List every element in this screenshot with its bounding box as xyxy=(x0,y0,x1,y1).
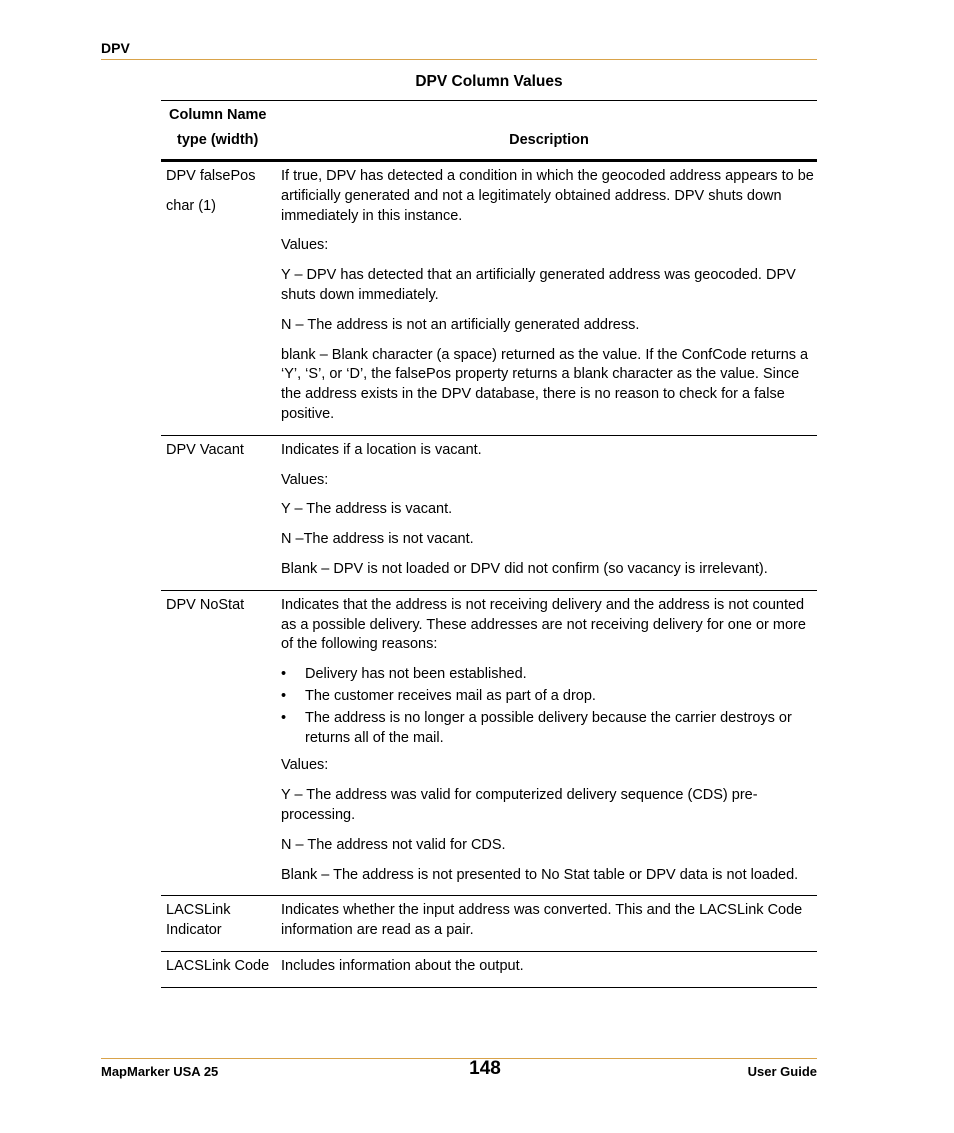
description-header: Description xyxy=(509,132,589,148)
page-number: 148 xyxy=(469,1058,501,1079)
description-text: Values: xyxy=(281,757,329,774)
table-title: DPV Column Values xyxy=(415,73,563,90)
description xyxy=(276,957,817,977)
table-row xyxy=(161,896,817,952)
bullet-icon: • xyxy=(281,709,287,726)
description-text: Includes information about the output. xyxy=(281,957,524,974)
description-text: Indicates that the address is not receiving delivery and the address is not counted as a possible delivery. These addresses are not receiving delivery for one or more of the following reasons: xyxy=(281,596,806,653)
description-text: Y – The address was valid for computerized delivery sequence (CDS) pre-processing. xyxy=(281,787,758,823)
header-rule xyxy=(101,59,817,60)
footer-product: MapMarker USA 25 xyxy=(101,1064,219,1079)
description-text: Values: xyxy=(281,237,329,254)
column-name: LACSLink Code xyxy=(166,957,270,974)
description-text: Y – The address is vacant. xyxy=(281,501,453,518)
list-item: • Delivery has not been established. xyxy=(281,665,817,685)
list-item: • The address is no longer a possible delivery because the carrier destroys or returns all of the mail. xyxy=(281,709,792,746)
column-name: DPV NoStat xyxy=(166,596,245,613)
table-row xyxy=(161,162,817,436)
table-header xyxy=(161,101,817,162)
description-text: If true, DPV has detected a condition in which the geocoded address appears to be artificially generated and not a legitimately obtained address. DPV shuts down immediately in this instance. xyxy=(281,168,814,224)
description-text: N –The address is not vacant. xyxy=(281,531,474,548)
table-row xyxy=(161,436,817,591)
description-text: Indicates if a location is vacant. xyxy=(281,441,482,458)
table-row xyxy=(161,591,817,897)
description-text: Y – DPV has detected that an artificially generated address was geocoded. DPV shuts down immediately. xyxy=(281,267,796,303)
description xyxy=(276,441,817,580)
description xyxy=(276,901,817,941)
description-text: Values: xyxy=(281,471,329,488)
column-name-header: Column Name xyxy=(169,107,267,123)
section-header: DPV xyxy=(101,40,130,56)
description-text: Blank – DPV is not loaded or DPV did not confirm (so vacancy is irrelevant). xyxy=(281,560,768,577)
footer-doc-title: User Guide xyxy=(747,1064,817,1079)
list-item: • The customer receives mail as part of a drop. xyxy=(281,687,817,707)
description-text: N – The address is not an artificially generated address. xyxy=(281,316,640,333)
bullet-icon: • xyxy=(281,666,287,683)
description-text: Indicates whether the input address was converted. This and the LACSLink Code information are read as a pair. xyxy=(281,902,803,939)
description-text: Blank – The address is not presented to No Stat table or DPV data is not loaded. xyxy=(281,866,799,883)
reason-list xyxy=(281,665,817,748)
description-text: N – The address not valid for CDS. xyxy=(281,836,506,853)
description xyxy=(276,596,817,886)
table-row xyxy=(161,952,817,988)
description xyxy=(276,167,817,425)
column-name: DPV Vacant xyxy=(166,441,244,458)
column-type: char (1) xyxy=(166,197,216,214)
type-width-header: type (width) xyxy=(177,132,259,148)
bullet-icon: • xyxy=(281,687,287,704)
dpv-column-table xyxy=(161,100,817,988)
column-name: DPV falsePos xyxy=(166,168,256,184)
description-text: blank – Blank character (a space) returned as the value. If the ConfCode returns a ‘Y’, ‘S’, or ‘D’, the falsePos property returns a blank character as the value. Since the address exists in the DPV database, there is no reason to check for a false positive. xyxy=(281,346,809,422)
column-name: LACSLink Indicator xyxy=(166,902,231,939)
